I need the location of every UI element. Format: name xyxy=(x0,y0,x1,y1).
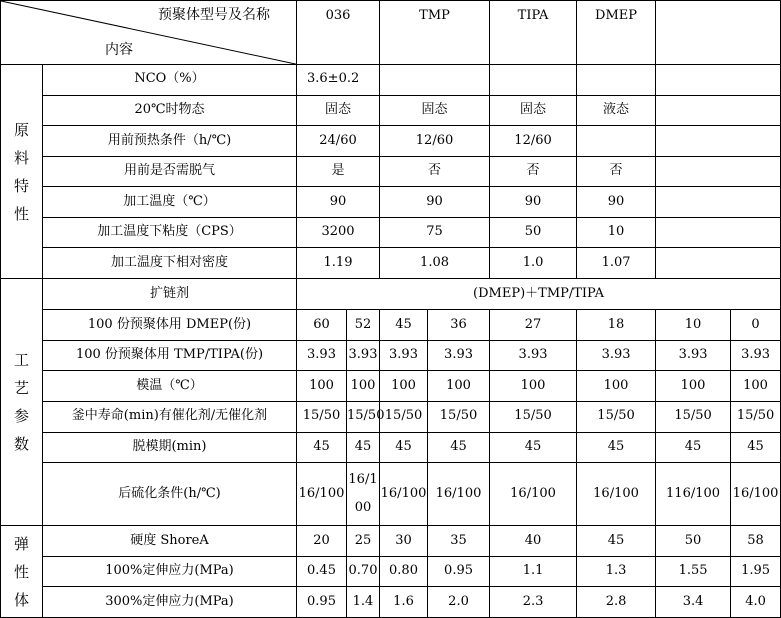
cell: 40 xyxy=(490,526,577,557)
cell: 100 xyxy=(490,371,577,402)
row-label: 加工温度下粘度（CPS） xyxy=(43,217,297,248)
cell: 1.6 xyxy=(380,587,428,618)
cell: 3200 xyxy=(297,217,380,248)
table-row xyxy=(1,432,781,463)
cell: 15/50 xyxy=(347,402,380,433)
table-row xyxy=(1,248,781,279)
section-label-process: 工 艺 参 数 xyxy=(1,278,43,525)
cell: 24/60 xyxy=(297,126,380,157)
cell: 45 xyxy=(490,432,577,463)
cell: 3.93 xyxy=(490,340,577,371)
cell: 15/50 xyxy=(380,402,428,433)
diagonal-header-cell xyxy=(1,1,297,65)
header-row xyxy=(1,1,781,65)
cell: 3.93 xyxy=(731,340,781,371)
cell xyxy=(656,65,781,96)
cell: 16/100 xyxy=(380,463,428,526)
cell: 45 xyxy=(380,310,428,341)
table-row xyxy=(1,65,781,96)
row-label: 后硫化条件(h/℃) xyxy=(43,463,297,526)
cell: 1.08 xyxy=(380,248,490,279)
cell: 35 xyxy=(428,526,490,557)
cell: 16/100 xyxy=(577,463,656,526)
cell: 0.45 xyxy=(297,556,347,587)
cell: 固态 xyxy=(490,95,577,126)
cell: 100 xyxy=(380,371,428,402)
cell: 36 xyxy=(428,310,490,341)
cell xyxy=(656,217,781,248)
cell: 90 xyxy=(297,187,380,218)
extender-value: (DMEP)＋TMP/TIPA xyxy=(297,278,781,310)
cell: 1.0 xyxy=(490,248,577,279)
cell: 45 xyxy=(428,432,490,463)
prepolymer-header: TIPA xyxy=(490,1,577,65)
cell: 固态 xyxy=(297,95,380,126)
table-row xyxy=(1,340,781,371)
cell: 1.95 xyxy=(731,556,781,587)
cell: 3.93 xyxy=(428,340,490,371)
cell: 12/60 xyxy=(380,126,490,157)
cell: 16/100 xyxy=(731,463,781,526)
cell: 液态 xyxy=(577,95,656,126)
cell: 16/100 xyxy=(297,463,347,526)
cell: 否 xyxy=(380,156,490,187)
cell: 15/50 xyxy=(297,402,347,433)
prepolymer-name-heading: 预聚体型号及名称 xyxy=(158,7,270,23)
cell: 15/50 xyxy=(577,402,656,433)
cell: 1.1 xyxy=(490,556,577,587)
cell: 100 xyxy=(297,371,347,402)
cell: 0.95 xyxy=(428,556,490,587)
cell: 2.8 xyxy=(577,587,656,618)
cell: 1.55 xyxy=(656,556,731,587)
row-label: NCO（%） xyxy=(43,65,297,96)
table-row xyxy=(1,587,781,618)
row-label: 用前是否需脱气 xyxy=(43,156,297,187)
cell: 4.0 xyxy=(731,587,781,618)
cell: 45 xyxy=(297,432,347,463)
cell: 0 xyxy=(731,310,781,341)
cell: 18 xyxy=(577,310,656,341)
cell xyxy=(577,65,656,96)
row-label: 脱模期(min) xyxy=(43,432,297,463)
cell: 12/60 xyxy=(490,126,577,157)
prepolymer-header: TMP xyxy=(380,1,490,65)
cell: 100 xyxy=(347,371,380,402)
table-row xyxy=(1,126,781,157)
table-row xyxy=(1,310,781,341)
cell xyxy=(656,156,781,187)
row-label: 100 份预聚体用 TMP/TIPA(份) xyxy=(43,340,297,371)
cell: 75 xyxy=(380,217,490,248)
table-row xyxy=(1,95,781,126)
cell: 10 xyxy=(656,310,731,341)
cell: 1.3 xyxy=(577,556,656,587)
cell: 52 xyxy=(347,310,380,341)
cell: 90 xyxy=(577,187,656,218)
cell: 是 xyxy=(297,156,380,187)
cell: 116/100 xyxy=(656,463,731,526)
cell: 30 xyxy=(380,526,428,557)
table-row xyxy=(1,526,781,557)
table-row xyxy=(1,278,781,310)
cell: 60 xyxy=(297,310,347,341)
content-heading: 内容 xyxy=(105,42,133,59)
cell: 0.70 xyxy=(347,556,380,587)
cell: 15/50 xyxy=(428,402,490,433)
cell: 10 xyxy=(577,217,656,248)
cell: 45 xyxy=(731,432,781,463)
cell: 20 xyxy=(297,526,347,557)
table-row xyxy=(1,217,781,248)
prepolymer-header: 036 xyxy=(297,1,380,65)
cell: 25 xyxy=(347,526,380,557)
row-label: 300%定伸应力(MPa) xyxy=(43,587,297,618)
cell xyxy=(380,65,490,96)
prepolymer-header xyxy=(656,1,781,65)
row-label: 100%定伸应力(MPa) xyxy=(43,556,297,587)
cell xyxy=(577,126,656,157)
cell: 100 xyxy=(731,371,781,402)
row-label: 扩链剂 xyxy=(43,278,297,310)
cell: 0.80 xyxy=(380,556,428,587)
table-row xyxy=(1,156,781,187)
cell: 2.0 xyxy=(428,587,490,618)
row-label: 100 份预聚体用 DMEP(份) xyxy=(43,310,297,341)
cell: 3.4 xyxy=(656,587,731,618)
cell: 3.93 xyxy=(297,340,347,371)
cell: 100 xyxy=(656,371,731,402)
table-row xyxy=(1,402,781,433)
section-label-raw-material: 原 料 特 性 xyxy=(1,65,43,279)
cell xyxy=(656,187,781,218)
cell: 0.95 xyxy=(297,587,347,618)
cell: 58 xyxy=(731,526,781,557)
table-row xyxy=(1,371,781,402)
cell: 50 xyxy=(490,217,577,248)
cell: 1.19 xyxy=(297,248,380,279)
cell: 45 xyxy=(577,432,656,463)
cell: 3.6±0.2 xyxy=(297,65,380,96)
cell: 16/100 xyxy=(490,463,577,526)
cell: 16/100 xyxy=(347,463,380,526)
cell: 否 xyxy=(577,156,656,187)
cell: 100 xyxy=(577,371,656,402)
cell: 90 xyxy=(490,187,577,218)
prepolymer-header: DMEP xyxy=(577,1,656,65)
cell xyxy=(656,126,781,157)
cell: 45 xyxy=(577,526,656,557)
cell xyxy=(656,248,781,279)
table-row xyxy=(1,556,781,587)
row-label: 用前预热条件（h/℃) xyxy=(43,126,297,157)
cell: 1.07 xyxy=(577,248,656,279)
cell: 固态 xyxy=(380,95,490,126)
cell xyxy=(490,65,577,96)
cell: 45 xyxy=(380,432,428,463)
cell: 1.4 xyxy=(347,587,380,618)
row-label: 加工温度（℃） xyxy=(43,187,297,218)
cell: 2.3 xyxy=(490,587,577,618)
table-row xyxy=(1,187,781,218)
cell: 15/50 xyxy=(656,402,731,433)
table-row xyxy=(1,463,781,526)
cell xyxy=(656,95,781,126)
cell: 3.93 xyxy=(380,340,428,371)
row-label: 20℃时物态 xyxy=(43,95,297,126)
row-label: 硬度 ShoreA xyxy=(43,526,297,557)
row-label: 模温（℃） xyxy=(43,371,297,402)
cell: 50 xyxy=(656,526,731,557)
cell: 45 xyxy=(656,432,731,463)
cell: 3.93 xyxy=(656,340,731,371)
cell: 3.93 xyxy=(577,340,656,371)
cell: 16/100 xyxy=(428,463,490,526)
row-label: 釜中寿命(min)有催化剂/无催化剂 xyxy=(43,402,297,433)
cell: 3.93 xyxy=(347,340,380,371)
section-label-elastomer: 弹 性 体 xyxy=(1,526,43,618)
cell: 15/50 xyxy=(490,402,577,433)
row-label: 加工温度下相对密度 xyxy=(43,248,297,279)
cell: 否 xyxy=(490,156,577,187)
cell: 90 xyxy=(380,187,490,218)
cell: 100 xyxy=(428,371,490,402)
cell: 27 xyxy=(490,310,577,341)
cell: 45 xyxy=(347,432,380,463)
cell: 15/50 xyxy=(731,402,781,433)
